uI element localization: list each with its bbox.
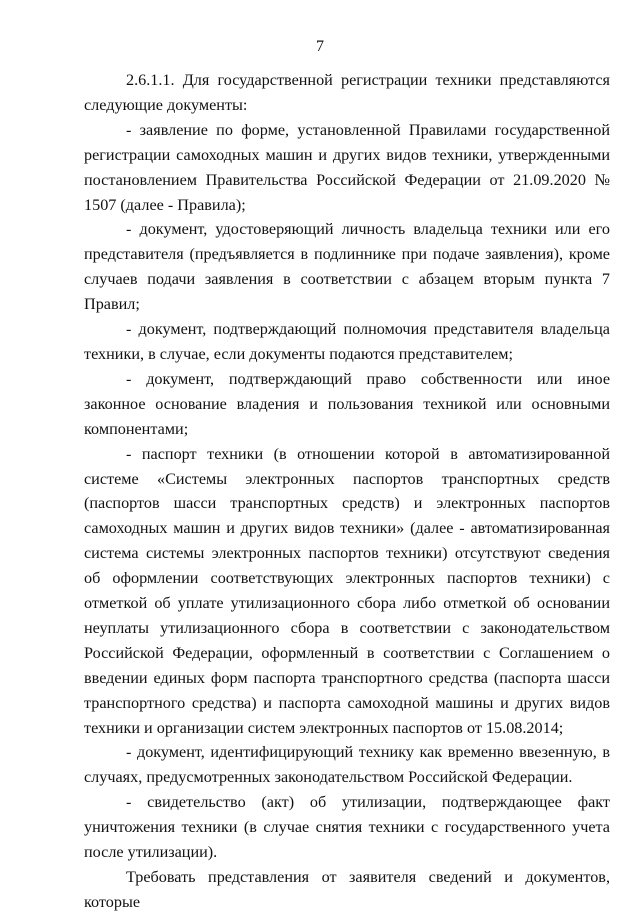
list-item-identity-document: - документ, удостоверяющий личность владельца техники или его представителя (предъявляется в подлиннике при подаче заявления), кроме случаев подачи заявления в соответствии с абзацем вторым пункта 7 Правил; xyxy=(84,220,610,314)
list-item-temporary-import-document: - документ, идентифицирующий технику как временно ввезенную, в случаях, предусмотренных законодательством Российской Федерации. xyxy=(84,743,610,787)
list-item-ownership-document: - документ, подтверждающий право собственности или иное законное основание владения и пользования техникой или основными компонентами; xyxy=(84,369,610,438)
page-number: 7 xyxy=(316,38,324,55)
list-item-application: - заявление по форме, установленной Правилами государственной регистрации самоходных машин и других видов техники, утвержденными постановлением Правительства Российской Федерации от 21.09.2020 № 1507 (далее - Правила); xyxy=(84,120,610,214)
document-body xyxy=(84,68,610,915)
paragraph-requirements: Требовать представления от заявителя сведений и документов, которые xyxy=(84,868,610,911)
list-item-disposal-certificate: - свидетельство (акт) об утилизации, подтверждающее факт уничтожения техники (в случае снятия техники с государственного учета после утилизации). xyxy=(84,793,610,862)
paragraph-intro: 2.6.1.1. Для государственной регистрации техники представляются следующие документы: xyxy=(84,71,610,114)
list-item-authority-document: - документ, подтверждающий полномочия представителя владельца техники, в случае, если документы подаются представителем; xyxy=(84,320,610,363)
list-item-vehicle-passport: - паспорт техники (в отношении которой в автоматизированной системе «Системы электронных паспортов транспортных средств (паспортов шасси транспортных средств) и электронных паспортов самоходных машин и других видов техники» (далее - автоматизированная система системы электронных паспортов техники) отсутствуют сведения об оформлении соответствующих электронных паспортов техники) с отметкой об уплате утилизационного сбора либо отметкой об основании неуплаты утилизационного сбора в соответствии с законодательством Российской Федерации, оформленный в соответствии с Соглашением о введении единых форм паспорта транспортного средства (паспорта шасси транспортного средства) и паспорта самоходной машины и других видов техники и организации систем электронных паспортов от 15.08.2014; xyxy=(84,444,610,737)
